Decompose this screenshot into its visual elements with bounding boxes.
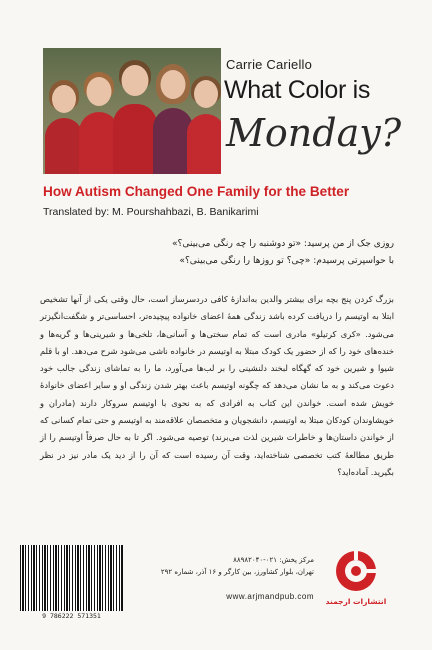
blurb-paragraph: بزرگ کردن پنج بچه برای بیشتر والدین به‌اندازهٔ کافی دردسرساز است، حال وقتی یکی از آنها تشخیص ابتلا به اوتیسم را دریافت کرده باشد زندگی همهٔ اعضای خانواده پیچیده‌تر، احساسی‌تر و شگفت‌انگیزتر می‌شود. «کری کرتیلو» مادری است که تمام سختی‌ها و آسانی‌ها، تلخی‌ها و شیرینی‌ها و گریه‌ها و خنده‌های خود را که از حضور یک کودک مبتلا به اوتیسم در خانواده ناشی می‌شود شرح می‌دهد. او با قلم شیوا و شیرین خود که گهگاه لبخند دلنشینی را بر لب‌ها می‌آورد، ما را به تماشای زندگی جالب خود دعوت می‌کند و به ما نشان می‌دهد که چگونه اوتیسم باعث بهتر شدن زندگی او و سایر اعضای خانوادهٔ خویش شده است. خواندن این کتاب به افرادی که به نحوی با اوتیسم سروکار دارند (مادران و خویشاوندان کودکان مبتلا به اوتیسم، دانشجویان و متخصصان علاقه‌مند به اوتیسم و حتی تمام کسانی که از خواندن داستان‌ها و خاطرات شیرین لذت می‌برند) توصیه می‌شود. اگر تا به حال صرفاً اوتیسم را از طریق مطالعهٔ کتب تخصصی شناخته‌اید، وقت آن رسیده است که آن را از دید یک مادر نیز در نظر بگیرید. آماده‌اید؟ [40,294,394,477]
child-figure [113,104,157,174]
opening-dialogue [40,236,394,270]
publisher-logo-icon [332,548,380,594]
translators-credit: Translated by: M. Pourshahbazi, B. Banikarimi [43,206,259,218]
book-title-line1: What Color is [224,76,371,104]
dialogue-line: روزی جک از من پرسید: «تو دوشنبه را چه رنگی می‌بینی؟» [171,239,394,249]
author-name: Carrie Cariello [226,57,313,72]
book-title-line2: Monday? [226,111,402,155]
isbn-barcode [20,545,123,611]
publisher-contact [148,554,314,578]
child-figure [45,118,83,174]
publisher-phone: مرکز پخش: ۰۲۱-۸۸۹۸۲۰۴۰ [233,556,314,564]
publisher-address: تهران، بلوار کشاورز، بین کارگر و ۱۶ آذر، شماره ۲۹۲ [160,568,314,576]
publisher-website: www.arjmandpub.com [226,592,314,601]
publisher-name: انتشارات ارجمند [325,597,387,606]
dialogue-line: با حواسپرتی پرسیدم: «چی؟ تو روزها را رنگی می‌بینی؟» [179,256,394,266]
child-figure [187,114,221,174]
barcode-number: 9 786222 571351 [42,612,101,620]
book-subtitle: How Autism Changed One Family for the Better [43,184,350,199]
cover-photo-children [43,48,221,174]
